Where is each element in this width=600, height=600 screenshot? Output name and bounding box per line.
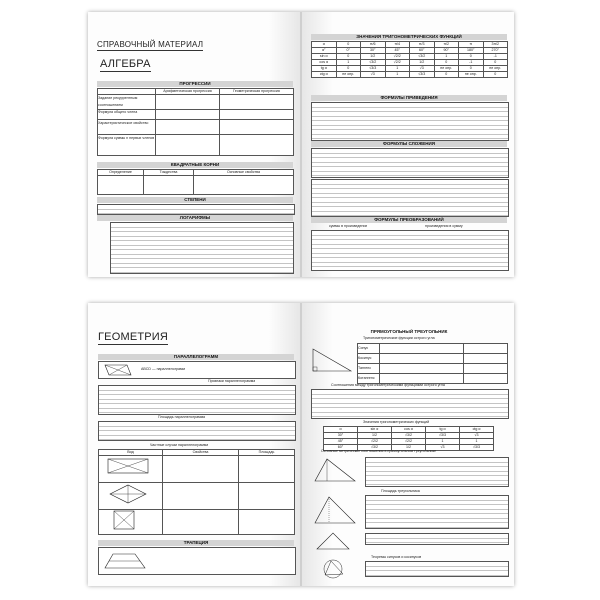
parallelogram-caption: ABCD — параллелограмм bbox=[141, 367, 185, 371]
trig-value-cell: не опр. bbox=[459, 72, 484, 78]
roots-header-cell: Определение bbox=[98, 170, 144, 176]
trig-value-cell: √3/3 bbox=[410, 72, 435, 78]
progression-header-cell: Арифметическая прогрессия bbox=[156, 89, 220, 95]
progression-row-label: Задание рекуррентным соотношением bbox=[98, 95, 156, 110]
roots-formula bbox=[194, 176, 294, 195]
roots-header-cell: Основные свойства bbox=[194, 170, 294, 176]
progression-formula bbox=[156, 120, 220, 135]
section-logarithms: ЛОГАРИФМЫ bbox=[97, 215, 293, 221]
trig-value-cell: √3/2 bbox=[361, 60, 386, 66]
progression-table bbox=[97, 88, 294, 156]
triangle-area-formulas bbox=[365, 495, 509, 529]
progression-formula bbox=[220, 120, 294, 135]
trig-value-cell: 0 bbox=[337, 54, 362, 60]
angle-value-cell: α bbox=[324, 427, 358, 433]
trig-value-cell: 60° bbox=[410, 48, 435, 54]
bottom-spread bbox=[88, 303, 514, 586]
values-caption: Значения тригонометрических функций bbox=[363, 420, 430, 424]
angle-value-cell: 1 bbox=[426, 439, 460, 445]
angle-value-cell: √3 bbox=[460, 433, 494, 439]
trig-value-cell: -1 bbox=[459, 60, 484, 66]
angle-value-cell: 60° bbox=[324, 445, 358, 451]
function-formula bbox=[464, 344, 508, 354]
double-angle-table bbox=[311, 179, 509, 217]
trig-value-cell: 0 bbox=[337, 66, 362, 72]
progression-row-label: Характеристическое свойство bbox=[98, 120, 156, 135]
trapezoid-table bbox=[98, 547, 296, 575]
angle-value-cell: ctg α bbox=[460, 427, 494, 433]
section-powers: СТЕПЕНИ bbox=[97, 197, 293, 203]
trig-value-cell: 0 bbox=[435, 60, 460, 66]
function-definition bbox=[380, 364, 464, 374]
section-addition: ФОРМУЛЫ СЛОЖЕНИЯ bbox=[311, 141, 507, 147]
special-case-area bbox=[239, 510, 295, 535]
trig-value-cell: 270° bbox=[484, 48, 509, 54]
trig-value-cell: 1/2 bbox=[410, 60, 435, 66]
right-triangle-figure bbox=[311, 347, 353, 373]
trig-value-cell: π/4 bbox=[386, 42, 411, 48]
rectangle-figure bbox=[106, 457, 150, 475]
progression-formula bbox=[156, 110, 220, 120]
trig-value-cell: не опр. bbox=[337, 72, 362, 78]
relations-caption: Соотношения между тригонометрическими функциями острого угла bbox=[331, 383, 445, 387]
triangle-page bbox=[301, 303, 514, 586]
parallelogram-definition bbox=[98, 361, 296, 379]
equilateral-triangle-figure bbox=[315, 531, 351, 551]
angle-value-cell: cos α bbox=[392, 427, 426, 433]
theorems-formulas bbox=[365, 561, 509, 577]
trig-values-table bbox=[311, 41, 508, 78]
function-name: Котангенс bbox=[358, 374, 380, 384]
trig-value-cell: 0 bbox=[484, 60, 509, 66]
angle-value-cell: 30° bbox=[324, 433, 358, 439]
powers-table bbox=[97, 204, 295, 215]
trapezoid-figure bbox=[103, 552, 147, 570]
progression-formula bbox=[156, 135, 220, 156]
progression-formula bbox=[220, 110, 294, 120]
progression-formula bbox=[156, 95, 220, 110]
special-case-properties bbox=[163, 510, 239, 535]
function-definition bbox=[380, 344, 464, 354]
special-header-cell: Вид bbox=[99, 450, 163, 456]
equilateral-area-formula bbox=[365, 533, 509, 545]
special-case-area bbox=[239, 483, 295, 510]
function-formula bbox=[464, 374, 508, 384]
angle-value-cell: tg α bbox=[426, 427, 460, 433]
trig-value-cell: не опр. bbox=[484, 66, 509, 72]
right-triangle-title: ПРЯМОУГОЛЬНЫЙ ТРЕУГОЛЬНИК bbox=[370, 329, 448, 334]
section-parallelogram: ПАРАЛЛЕЛОГРАММ bbox=[98, 354, 294, 360]
progression-row-label: Формула общего члена bbox=[98, 110, 156, 120]
trig-value-cell: √3 bbox=[361, 72, 386, 78]
transform-label-sums: суммы в произведение bbox=[329, 224, 368, 228]
trig-value-cell: tg α bbox=[312, 66, 337, 72]
progression-row-label: Формула суммы n первых членов bbox=[98, 135, 156, 156]
acute-functions-table bbox=[357, 343, 508, 384]
trig-value-cell: не опр. bbox=[435, 66, 460, 72]
parallelogram-area bbox=[98, 421, 296, 441]
section-progressions: ПРОГРЕССИИ bbox=[97, 81, 293, 87]
acute-angle-caption: Тригонометрические функции острого угла bbox=[363, 336, 435, 340]
triangle-area-caption: Площадь треугольника bbox=[381, 489, 420, 493]
angle-value-cell: 45° bbox=[324, 439, 358, 445]
square-figure bbox=[112, 509, 136, 531]
section-reduction: ФОРМУЛЫ ПРИВЕДЕНИЯ bbox=[311, 95, 507, 101]
top-spread bbox=[88, 12, 514, 277]
bottom-spine bbox=[300, 303, 302, 586]
geometry-page bbox=[88, 303, 301, 586]
trig-value-cell: 0 bbox=[337, 42, 362, 48]
special-header-cell: Свойства bbox=[163, 450, 239, 456]
trig-value-cell: 0 bbox=[435, 72, 460, 78]
trig-value-cell: √3/2 bbox=[410, 54, 435, 60]
trig-value-cell: 1 bbox=[386, 66, 411, 72]
trig-value-cell: √2/2 bbox=[386, 60, 411, 66]
trig-value-cell: 3π/2 bbox=[484, 42, 509, 48]
trig-value-cell: sin α bbox=[312, 54, 337, 60]
trig-value-cell: 0 bbox=[459, 54, 484, 60]
inscribed-triangle-figure bbox=[315, 559, 351, 579]
trig-value-cell: 180° bbox=[459, 48, 484, 54]
angle-value-cell: 1 bbox=[460, 439, 494, 445]
progression-formula bbox=[220, 135, 294, 156]
trig-value-cell: ctg α bbox=[312, 72, 337, 78]
trig-value-cell: 90° bbox=[435, 48, 460, 54]
angle-value-cell: 1/2 bbox=[392, 445, 426, 451]
function-formula bbox=[464, 364, 508, 374]
section-transform: ФОРМУЛЫ ПРЕОБРАЗОВАНИЙ bbox=[311, 217, 507, 223]
algebra-page bbox=[88, 12, 301, 277]
metric-caption: Основные метрические соотношения в прямоугольном треугольнике bbox=[321, 449, 437, 453]
section-trig-values: ЗНАЧЕНИЯ ТРИГОНОМЕТРИЧЕСКИХ ФУНКЦИЙ bbox=[311, 34, 507, 40]
section-trapezoid: ТРАПЕЦИЯ bbox=[98, 540, 294, 546]
section-square-roots: КВАДРАТНЫЕ КОРНИ bbox=[97, 162, 293, 168]
parallelogram-figure bbox=[103, 364, 133, 376]
roots-header-cell: Тождества bbox=[144, 170, 194, 176]
logarithms-table bbox=[110, 222, 294, 274]
angle-value-cell: √2/2 bbox=[392, 439, 426, 445]
trig-value-cell: √3 bbox=[410, 66, 435, 72]
trig-value-cell: 1 bbox=[435, 54, 460, 60]
trig-value-cell: 45° bbox=[386, 48, 411, 54]
addition-table bbox=[311, 148, 509, 178]
trig-value-cell: π/2 bbox=[435, 42, 460, 48]
special-case-properties bbox=[163, 483, 239, 510]
function-definition bbox=[380, 354, 464, 364]
parallelogram-properties bbox=[98, 385, 296, 415]
trig-value-cell: -1 bbox=[484, 54, 509, 60]
trig-value-cell: 0 bbox=[459, 66, 484, 72]
transform-label-products: произведения в сумму bbox=[425, 224, 463, 228]
area-caption: Площадь параллелограмма bbox=[158, 415, 206, 419]
trig-value-cell: π bbox=[459, 42, 484, 48]
trig-value-cell: 0 bbox=[484, 72, 509, 78]
special-header-cell: Площадь bbox=[239, 450, 295, 456]
function-name: Тангенс bbox=[358, 364, 380, 374]
angle-value-cell: sin α bbox=[358, 427, 392, 433]
geometry-title: ГЕОМЕТРИЯ bbox=[98, 331, 169, 343]
trig-value-cell: α bbox=[312, 42, 337, 48]
angle-value-cell: √3/3 bbox=[426, 433, 460, 439]
function-name: Синус bbox=[358, 344, 380, 354]
angle-values-table bbox=[323, 426, 494, 451]
special-cases-caption: Частные случаи параллелограмма bbox=[150, 443, 209, 447]
angle-value-cell: 1/2 bbox=[358, 433, 392, 439]
trig-value-cell: 0° bbox=[337, 48, 362, 54]
top-spine bbox=[300, 12, 302, 277]
progression-header-cell: Геометрическая прогрессия bbox=[220, 89, 294, 95]
signs-caption: Признаки параллелограмма bbox=[208, 379, 256, 383]
trig-value-cell: 1 bbox=[386, 72, 411, 78]
special-case-properties bbox=[163, 456, 239, 483]
trig-value-cell: 1 bbox=[337, 60, 362, 66]
angle-value-cell: √3/2 bbox=[358, 445, 392, 451]
trig-value-cell: cos α bbox=[312, 60, 337, 66]
algebra-title: АЛГЕБРА bbox=[100, 58, 151, 70]
trig-value-cell: π/6 bbox=[361, 42, 386, 48]
algebra-page-header: СПРАВОЧНЫЙ МАТЕРИАЛ bbox=[97, 40, 204, 49]
altitude-triangle-figure bbox=[313, 457, 357, 483]
metric-relations bbox=[365, 457, 509, 487]
theorems-caption: Теоремы синусов и косинусов bbox=[371, 555, 422, 559]
progression-formula bbox=[220, 95, 294, 110]
trig-value-cell: √2/2 bbox=[386, 54, 411, 60]
relations-table bbox=[311, 389, 509, 419]
trig-value-cell: √3/3 bbox=[361, 66, 386, 72]
trig-value-cell: 1/2 bbox=[361, 54, 386, 60]
transform-table bbox=[311, 230, 509, 271]
function-formula bbox=[464, 354, 508, 364]
angle-value-cell: √3/3 bbox=[460, 445, 494, 451]
angle-value-cell: √3/2 bbox=[392, 433, 426, 439]
function-name: Косинус bbox=[358, 354, 380, 364]
general-triangle-figure bbox=[313, 495, 357, 525]
roots-formula bbox=[144, 176, 194, 195]
trig-value-cell: 30° bbox=[361, 48, 386, 54]
trig-page bbox=[301, 12, 514, 277]
square-roots-table bbox=[97, 169, 294, 195]
rhombus-figure bbox=[108, 483, 148, 505]
trig-value-cell: π/3 bbox=[410, 42, 435, 48]
roots-formula bbox=[98, 176, 144, 195]
trig-value-cell: α° bbox=[312, 48, 337, 54]
special-case-area bbox=[239, 456, 295, 483]
angle-value-cell: √3 bbox=[426, 445, 460, 451]
angle-value-cell: √2/2 bbox=[358, 439, 392, 445]
reduction-table bbox=[311, 102, 509, 141]
